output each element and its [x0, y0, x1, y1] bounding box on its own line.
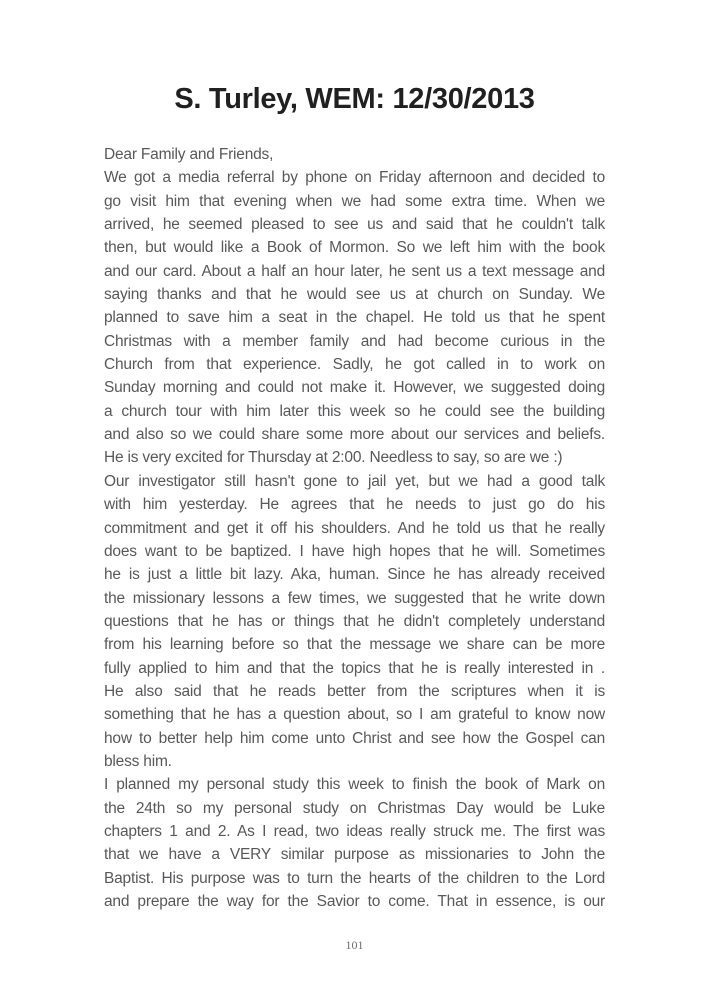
text-line: chapters 1 and 2. As I read, two ideas really struck me. The first was — [104, 822, 605, 840]
text-line: We got a media referral by phone on Friday afternoon and decided to — [104, 169, 605, 187]
text-line: planned to save him a seat in the chapel. He told us that he spent — [104, 309, 605, 327]
text-line: that we have a VERY similar purpose as missionaries to John the — [104, 846, 605, 864]
text-line: Our investigator still hasn't gone to jail yet, but we had a good talk — [104, 472, 605, 490]
text-line: Church from that experience. Sadly, he got called in to work on — [104, 356, 605, 374]
text-line: questions that he has or things that he didn't completely understand — [104, 612, 605, 630]
text-line: does want to be baptized. I have high hopes that he will. Sometimes — [104, 542, 605, 560]
text-line: the missionary lessons a few times, we suggested that he write down — [104, 589, 605, 607]
text-line: go visit him that evening when we had some extra time. When we — [104, 192, 605, 210]
text-line: he is just a little bit lazy. Aka, human. Since he has already received — [104, 566, 605, 584]
text-line: I planned my personal study this week to finish the book of Mark on — [104, 776, 605, 794]
page-number: 101 — [345, 938, 364, 952]
text-line: He is very excited for Thursday at 2:00. Needless to say, so are we :) — [104, 449, 563, 467]
text-line: commitment and get it off his shoulders. And he told us that he really — [104, 519, 605, 537]
text-line: how to better help him come unto Christ and see how the Gospel can — [104, 729, 605, 747]
text-line: Dear Family and Friends, — [104, 146, 274, 163]
text-line: and also so we could share some more about our services and beliefs. — [104, 426, 605, 444]
text-line: and prepare the way for the Savior to come. That in essence, is our — [104, 893, 605, 910]
text-line: Sunday morning and could not make it. However, we suggested doing — [104, 379, 605, 397]
text-line: Christmas with a member family and had become curious in the — [104, 332, 605, 350]
text-line: fully applied to him and that the topics that he is really interested in . — [104, 659, 605, 677]
text-line: a church tour with him later this week so he could see the building — [104, 402, 605, 420]
page-title: S. Turley, WEM: 12/30/2013 — [174, 83, 535, 115]
text-line: from his learning before so that the message we share can be more — [104, 636, 605, 654]
text-line: Baptist. His purpose was to turn the hearts of the children to the Lord — [104, 869, 605, 887]
text-line: bless him. — [104, 752, 172, 770]
text-line: the 24th so my personal study on Christmas Day would be Luke — [104, 799, 605, 817]
text-line: and our card. About a half an hour later, he sent us a text message and — [104, 262, 605, 280]
text-line: arrived, he seemed pleased to see us and said that he couldn't talk — [104, 216, 605, 234]
letter-body — [104, 143, 605, 913]
text-line: something that he has a question about, so I am grateful to know now — [104, 706, 605, 724]
text-line: with him yesterday. He agrees that he needs to just go do his — [104, 496, 605, 514]
text-line: He also said that he reads better from the scriptures when it is — [104, 682, 605, 700]
text-line: then, but would like a Book of Mormon. So we left him with the book — [104, 239, 605, 257]
text-line: saying thanks and that he would see us at church on Sunday. We — [104, 286, 605, 304]
